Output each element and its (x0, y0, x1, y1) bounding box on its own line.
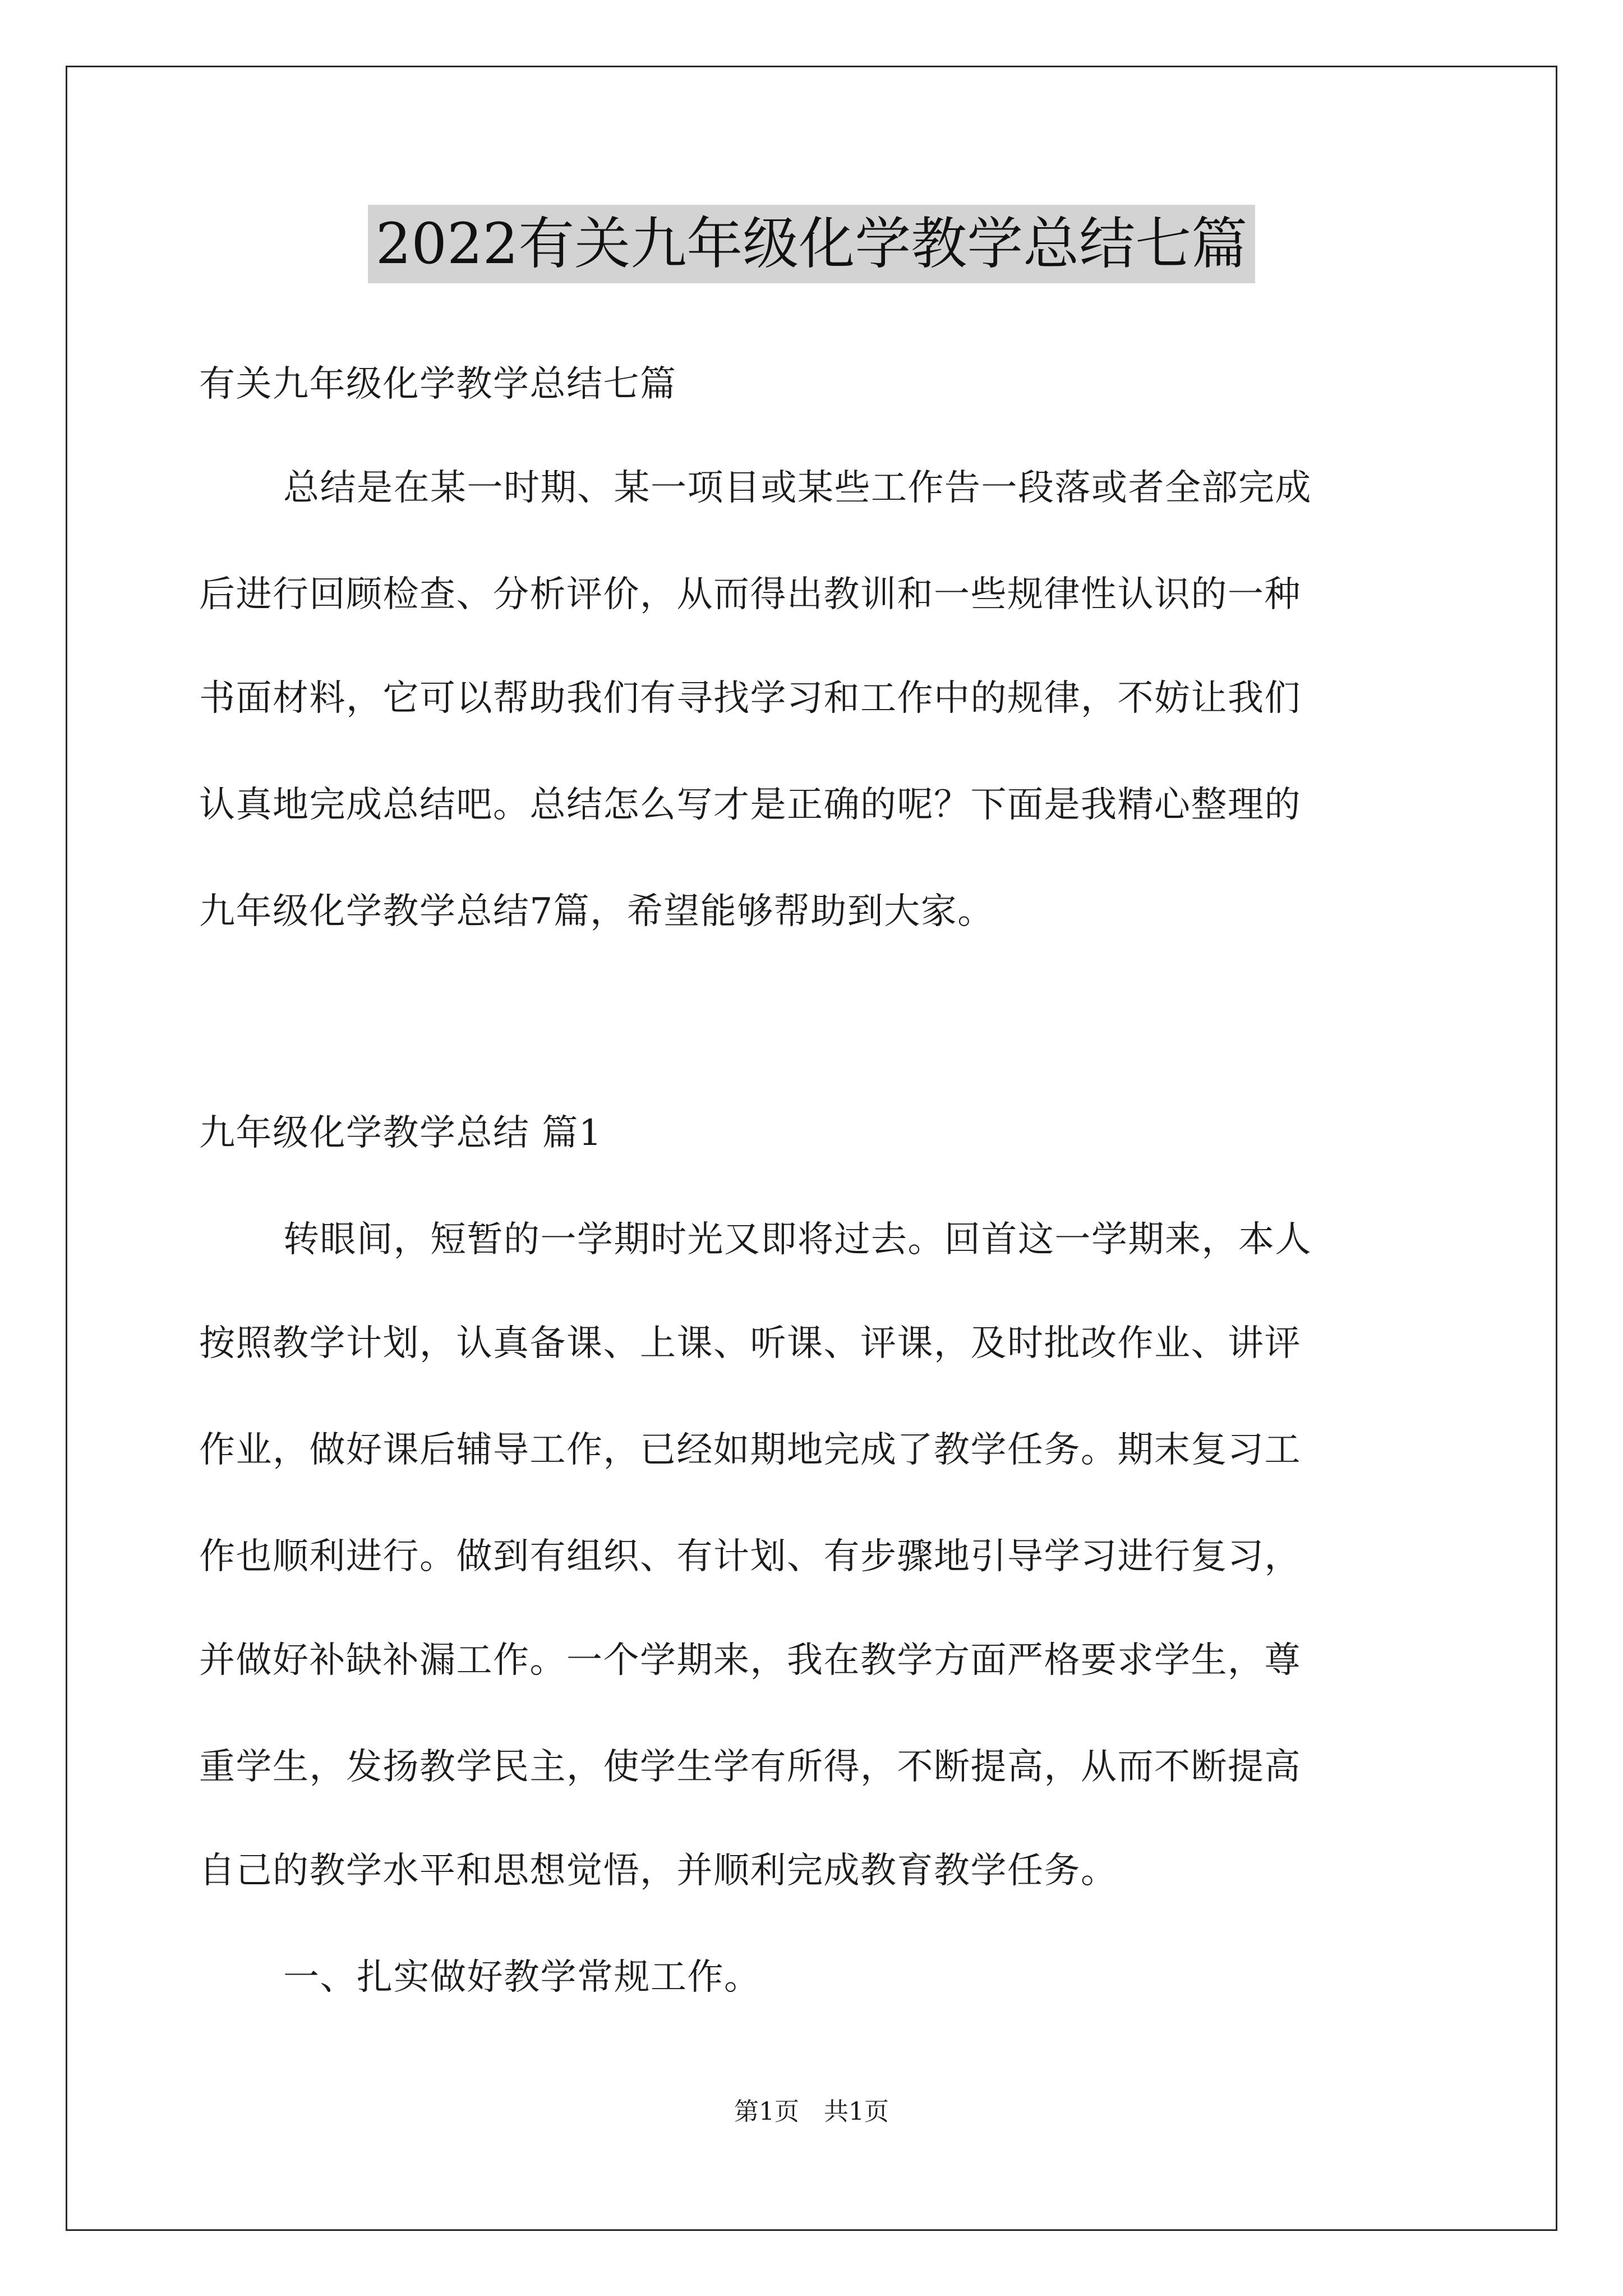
document-title-text: 2022有关九年级化学教学总结七篇 (368, 205, 1256, 283)
intro-line: 书面材料，它可以帮助我们有寻找学习和工作中的规律，不妨让我们 (199, 678, 1301, 719)
body-line: 作也顺利进行。做到有组织、有计划、有步骤地引导学习进行复习， (199, 1536, 1301, 1577)
subtitle: 有关九年级化学教学总结七篇 (199, 364, 677, 405)
body-line: 重学生，发扬教学民主，使学生学有所得，不断提高，从而不断提高 (199, 1746, 1301, 1788)
document-title (0, 205, 1623, 283)
intro-line: 九年级化学教学总结7篇，希望能够帮助到大家。 (199, 891, 994, 932)
intro-line: 认真地完成总结吧。总结怎么写才是正确的呢？下面是我精心整理的 (199, 784, 1301, 826)
body-line: 按照教学计划，认真备课、上课、听课、评课，及时批改作业、讲评 (199, 1323, 1301, 1364)
intro-line: 总结是在某一时期、某一项目或某些工作告一段落或者全部完成 (283, 467, 1312, 509)
body-line: 并做好补缺补漏工作。一个学期来，我在教学方面严格要求学生，尊 (199, 1640, 1301, 1681)
subheading: 一、扎实做好教学常规工作。 (283, 1957, 761, 1998)
body-line: 自己的教学水平和思想觉悟，并顺利完成教育教学任务。 (199, 1850, 1118, 1892)
body-line: 作业，做好课后辅导工作，已经如期地完成了教学任务。期末复习工 (199, 1429, 1301, 1471)
section-heading: 九年级化学教学总结 篇1 (199, 1112, 603, 1154)
body-line: 转眼间，短暂的一学期时光又即将过去。回首这一学期来，本人 (283, 1219, 1312, 1260)
page-footer: 第1页 共1页 (734, 2097, 889, 2126)
intro-line: 后进行回顾检查、分析评价，从而得出教训和一些规律性认识的一种 (199, 574, 1301, 615)
